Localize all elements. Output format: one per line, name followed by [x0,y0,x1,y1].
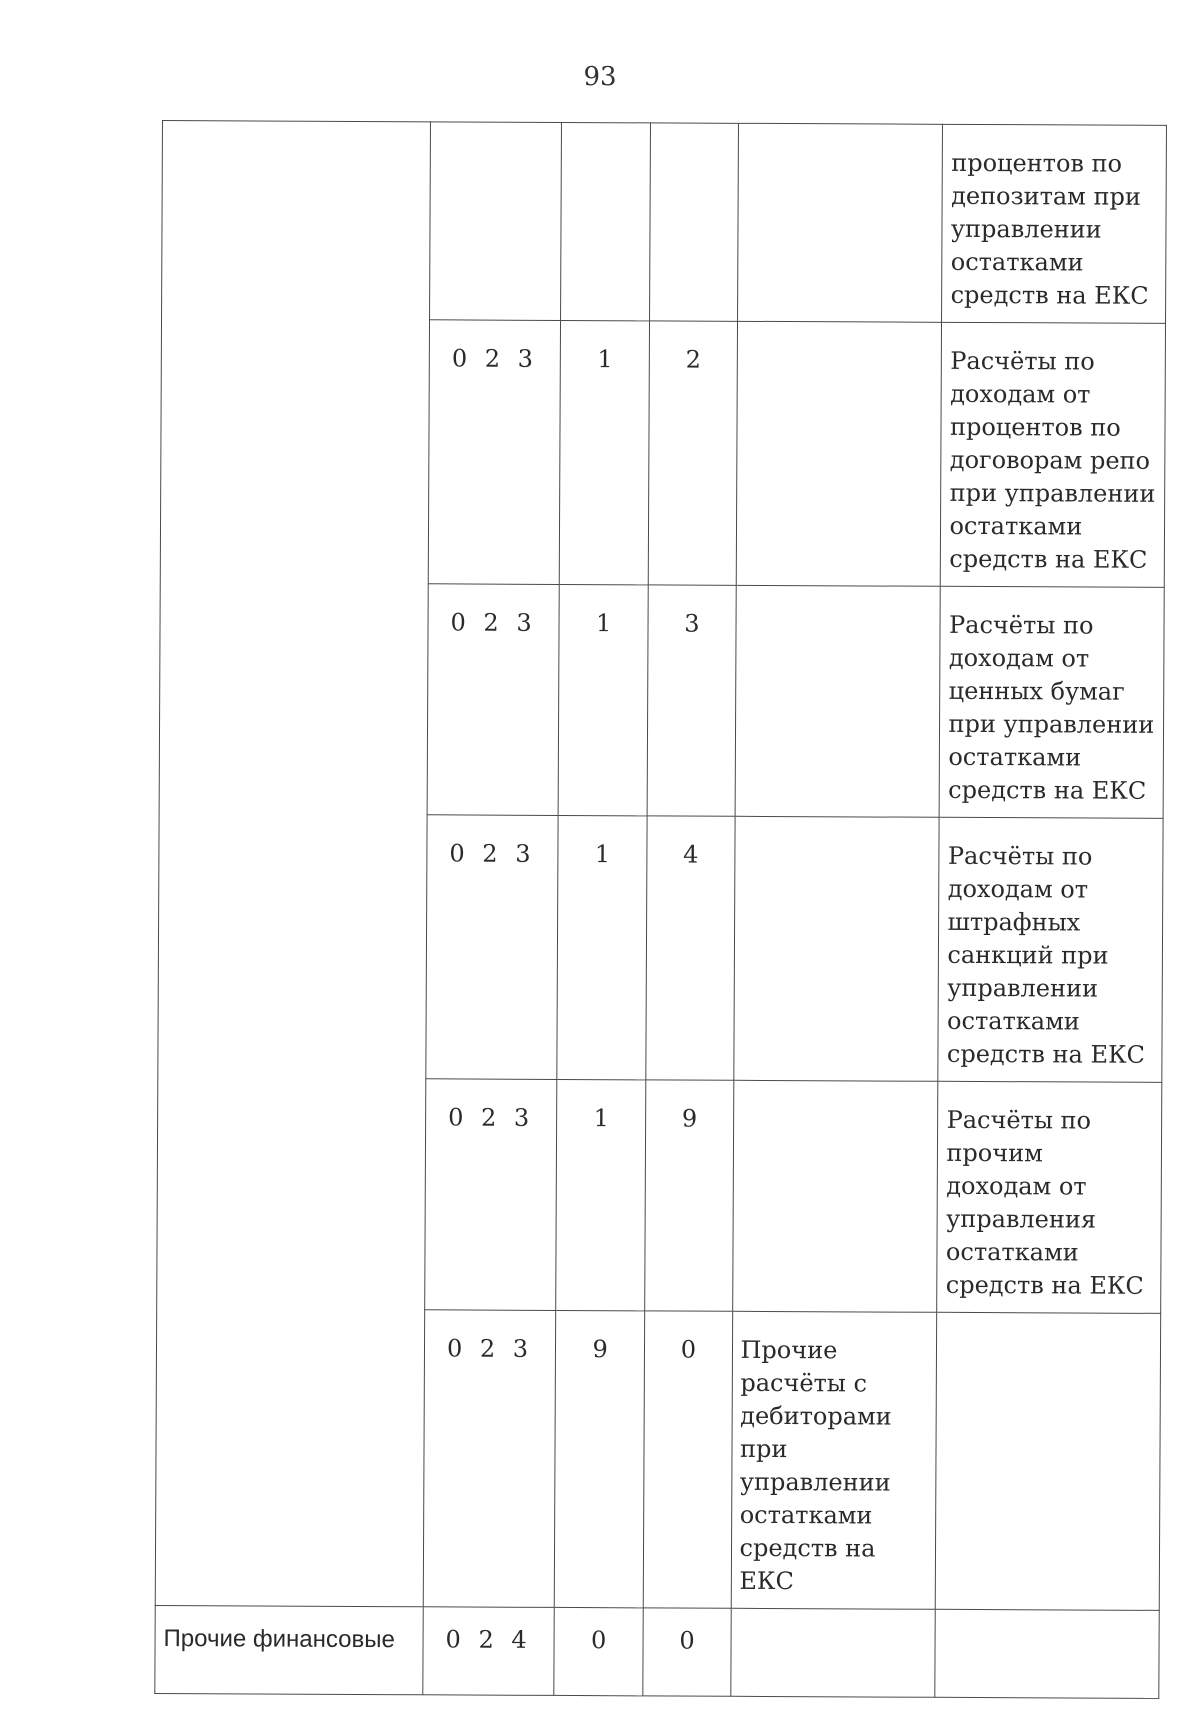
table-row [162,121,1167,324]
column-1-cell: 9 [554,1310,645,1607]
column-2-cell: 0 [644,1311,733,1608]
column-1-cell: 1 [559,320,650,584]
table-row [155,1605,1159,1698]
column-1-cell: 1 [556,1079,647,1310]
description-cell: Расчёты по прочим доходам от управления остатками средств на ЕКС [937,1081,1162,1313]
group-label-cell [155,121,430,1607]
description-cell: Расчёты по доходам от ценных бумаг при управлении остатками средств на ЕКС [940,586,1165,818]
page-number: 93 [583,62,617,92]
subname-cell [732,1080,938,1312]
column-2-cell: 2 [649,321,737,585]
subname-cell [737,123,943,322]
subname-cell [733,816,939,1081]
group-label-cell: Прочие финансовые [155,1605,424,1694]
code-cell: 0 2 3 [425,1079,557,1311]
description-cell: Расчёты по доходам от процентов по договорам репо при управлении остатками средств на ЕКС [941,322,1166,587]
column-2-cell: 0 [643,1608,731,1696]
column-1-cell: 1 [557,815,648,1079]
subname-cell [730,1608,935,1697]
column-1-cell [560,122,650,320]
code-cell: 0 2 3 [427,584,559,816]
code-cell: 0 2 4 [423,1607,554,1696]
accounts-table [154,120,1167,1699]
description-cell: процентов по депозитам при управлении остатками средств на ЕКС [942,124,1166,323]
code-cell [430,122,562,321]
subname-cell: Прочие расчёты с дебиторами при управлении остатками средств на ЕКС [731,1311,937,1609]
code-cell: 0 2 3 [426,815,558,1080]
column-2-cell [650,123,738,321]
code-cell: 0 2 3 [428,320,560,585]
description-cell [936,1312,1161,1610]
column-2-cell: 9 [645,1080,733,1311]
column-2-cell: 3 [647,585,735,816]
subname-cell [736,321,942,586]
column-1-cell: 1 [558,584,649,815]
column-2-cell: 4 [646,816,734,1080]
description-cell: Расчёты по доходам от штрафных санкций при управлении остатками средств на ЕКС [938,817,1163,1082]
description-cell [935,1609,1159,1698]
code-cell: 0 2 3 [423,1310,555,1608]
column-1-cell: 0 [554,1607,644,1695]
subname-cell [735,585,941,817]
